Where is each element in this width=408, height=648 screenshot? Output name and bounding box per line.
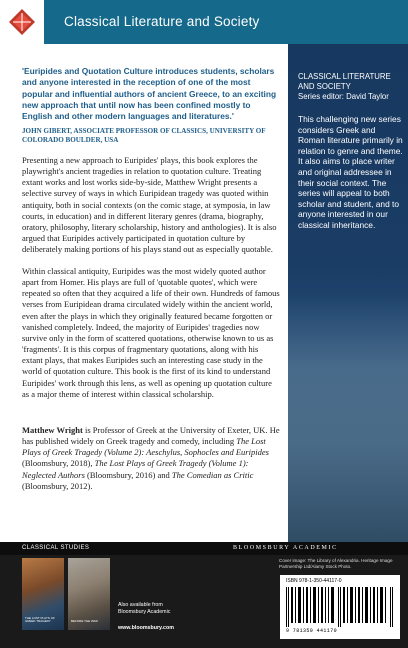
publisher-label: BLOOMSBURY ACADEMIC	[233, 545, 338, 551]
bio-title-2: The Lost Plays of Greek Tragedy (Volume 1): Neglected Authors	[22, 458, 249, 480]
bio-text-d: (Bloomsbury, 2012).	[22, 480, 93, 491]
footer-band	[0, 542, 408, 555]
website-link: www.bloomsbury.com	[118, 625, 174, 631]
cover-image-fade	[288, 294, 408, 542]
series-logo	[0, 0, 44, 44]
bio-text-a: is Professor of Greek at the University of Exeter, UK. He has published widely on Greek tragedy and comedy, including	[22, 425, 280, 447]
sidebar-description: This challenging new series considers Greek and Roman literature primarily in relation to genre and theme. It also aims to place writer and original addressee in their social context. The series will appeal to both scholar and student, and to anyone interested in our classical inheritance.	[298, 114, 403, 230]
isbn-label: ISBN 978-1-350-44117-0	[286, 578, 342, 584]
bio-title-3: The Comedian as Critic	[171, 469, 254, 480]
book2-caption: BEFORE THE WAR	[71, 619, 98, 624]
endorsement-attribution: JOHN GIBERT, ASSOCIATE PROFESSOR OF CLASSICS, UNIVERSITY OF COLORADO BOULDER, USA	[22, 127, 266, 144]
author-name: Matthew Wright	[22, 425, 83, 435]
bio-text-c: (Bloomsbury, 2016) and	[84, 469, 172, 480]
related-book-cover-1	[22, 558, 64, 630]
footer-bar	[0, 542, 408, 648]
description-paragraph-1: Presenting a new approach to Euripides' plays, this book explores the playwright's ancient tragedies in relation to quotation culture. Treating extant works and lost works side-by-side, Matthew Wright presents a selective survey of ways in which Euripidean tragedy was quoted within antiquity, both in social contexts (on the comic stage, at symposia, in law courts, in education) and in different literary genres (drama, biography, oratory, philosophy, literary scholarship, history and anthologies). It is also argued that Euripides actively participated in quotation culture by deliberately making portions of his plays stand out as especially quotable.	[22, 155, 277, 255]
sidebar-editor: Series editor: David Taylor	[298, 92, 389, 101]
series-sidebar	[288, 44, 408, 542]
barcode-panel	[280, 575, 400, 639]
also-available-text: Also available from Bloomsbury Academic	[118, 602, 171, 615]
sidebar-heading: CLASSICAL LITERATURE AND SOCIETY	[298, 72, 391, 91]
endorsement-quote: 'Euripides and Quotation Culture introduces students, scholars and anyone interested in the reception of one of the most popular and influential authors of ancient Greece, to an exciting new approach that until now has been confined mostly to English and other modern languages and literatures.'	[22, 66, 277, 122]
related-book-cover-2	[68, 558, 110, 630]
bio-title-1: The Lost Plays of Greek Tragedy (Volume 2): Aeschylus, Sophocles and Euripides	[22, 436, 269, 458]
book1-caption: THE LOST PLAYS OF GREEK TRAGEDY	[25, 615, 55, 624]
author-bio	[22, 425, 280, 492]
series-title: Classical Literature and Society	[64, 14, 260, 29]
series-header-bar	[0, 0, 408, 44]
barcode-number: 9 781350 441170	[286, 628, 338, 634]
description-paragraph-2: Within classical antiquity, Euripides was the most widely quoted author apart from Homer. His plays are full of 'quotable quotes', which were repeated so often that they acquired a life of their own. Hundreds of famous verses from Euripidean drama circulated widely within the ancient world, even after the plays in which they originally featured became forgotten or vanished completely. Indeed, the majority of Euripides' tragedies now survive only in the form of scattered quotations, otherwise known to us as 'fragments'. It is this corpus of fragmentary quotations, along with his extant plays, that makes Euripides such an interesting case study in the world of quotation culture. This book is the first of its kind to understand Euripides' work through this lens, as well as opening up quotation culture as a major theme of interest within classical scholarship.	[22, 266, 280, 399]
category-label: CLASSICAL STUDIES	[22, 545, 90, 551]
bio-text-b: (Bloomsbury, 2018),	[22, 458, 95, 469]
barcode-icon	[286, 587, 394, 627]
cover-credit: Cover image: The Library of Alexandria. Heritage Image Partnership Ltd/Alamy Stock Photo.	[279, 558, 393, 569]
diamond-logo-icon	[8, 8, 36, 36]
